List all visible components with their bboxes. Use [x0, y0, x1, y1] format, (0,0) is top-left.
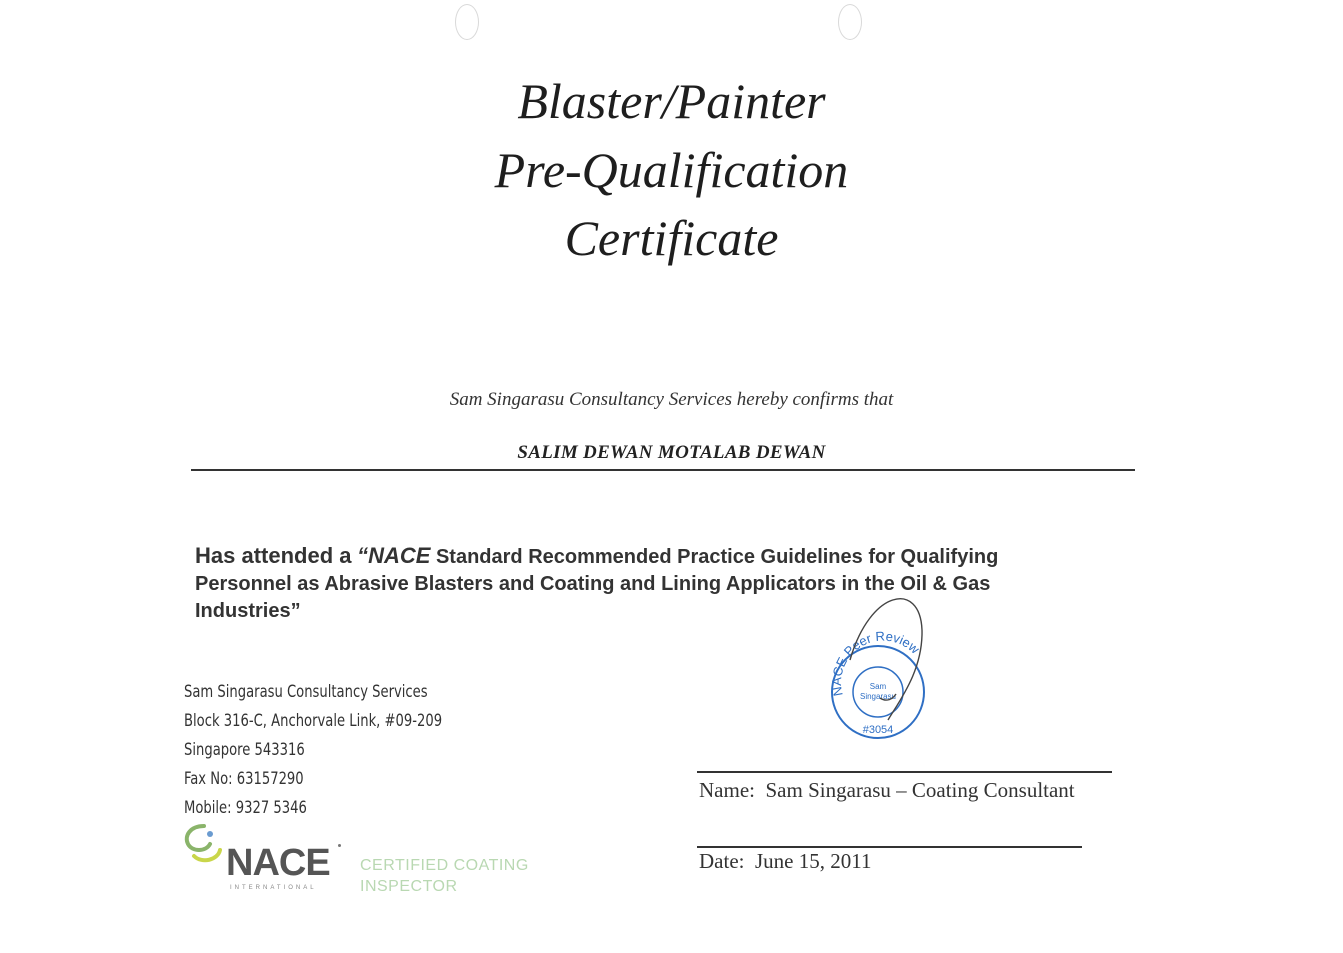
statement-line-1	[195, 542, 1155, 571]
attendance-statement	[195, 542, 1155, 625]
recipient-name: SALIM DEWAN MOTALAB DEWAN	[517, 442, 826, 463]
nace-logo	[180, 822, 560, 902]
statement-nace: NACE	[368, 543, 431, 568]
statement-lead: Has attended a	[195, 543, 352, 568]
statement-line-1-rest: Standard Recommended Practice Guidelines for Qualifying	[435, 546, 999, 568]
signatory-name	[699, 778, 1075, 803]
stamp-center-line-2: Singarasu	[859, 692, 897, 701]
cert-line-2: INSPECTOR	[360, 878, 458, 895]
confirmation-text: Sam Singarasu Consultancy Services hereby confirms that	[449, 389, 894, 410]
signature-line	[697, 771, 1112, 773]
date-line	[697, 846, 1082, 848]
nace-logo-name: NACE	[226, 842, 330, 884]
address-line-1: Sam Singarasu Consultancy Services	[184, 682, 428, 702]
certificate-date	[699, 849, 871, 874]
address-line-4: Fax No: 63157290	[184, 769, 304, 789]
address-line-5: Mobile: 9327 5346	[184, 798, 307, 818]
statement-quote: “	[357, 543, 369, 568]
certificate-title-line-2: Pre-Qualification	[494, 142, 849, 198]
name-label: Name:	[699, 778, 755, 802]
nace-swirl-icon	[180, 822, 228, 866]
date-label: Date:	[699, 849, 745, 873]
address-line-3: Singapore 543316	[184, 740, 305, 760]
registered-mark	[338, 844, 341, 847]
peer-review-stamp	[810, 570, 960, 750]
statement-line-2: Personnel as Abrasive Blasters and Coating and Lining Applicators in the Oil & Gas	[195, 573, 991, 595]
statement-line-3: Industries”	[195, 600, 301, 622]
address-line-2: Block 316-C, Anchorvale Link, #09-209	[184, 711, 443, 731]
name-value: Sam Singarasu – Coating Consultant	[765, 778, 1075, 802]
date-value: June 15, 2011	[754, 849, 872, 873]
punch-hole-left	[455, 4, 479, 40]
certificate-title-line-1: Blaster/Painter	[517, 73, 826, 129]
stamp-ring-text: NACE Peer Review	[829, 628, 923, 698]
nace-logo-subtitle: INTERNATIONAL	[230, 885, 317, 891]
certificate-title-line-3: Certificate	[564, 210, 779, 266]
punch-hole-right	[838, 4, 862, 40]
recipient-underline	[191, 469, 1135, 471]
stamp-center-line-1: Sam	[869, 682, 887, 691]
stamp-number: #3054	[862, 724, 894, 736]
cert-line-1: CERTIFIED COATING	[360, 857, 529, 874]
